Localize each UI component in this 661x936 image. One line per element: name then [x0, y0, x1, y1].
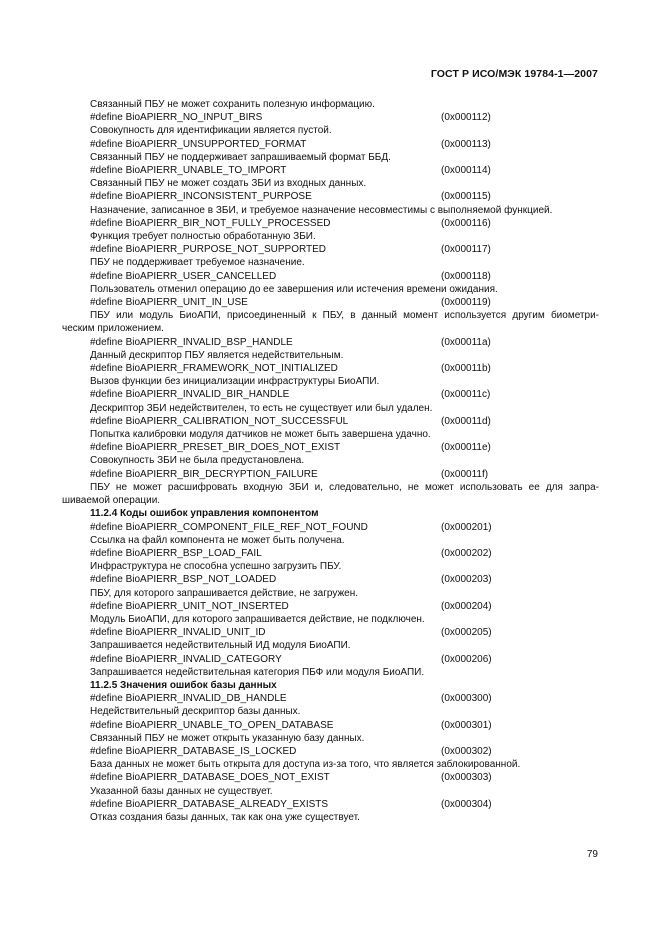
define-line [62, 600, 599, 613]
error-code: (0x000119) [441, 297, 491, 309]
define-line [62, 626, 599, 639]
error-code: (0x000300) [441, 693, 492, 705]
error-code: (0x000116) [441, 217, 491, 229]
define-line [62, 745, 599, 758]
error-code: (0x000303) [441, 772, 492, 784]
description-text: Попытка калибровки модуля датчиков не может быть завершена удачно. [90, 429, 431, 441]
description-text: Связанный ПБУ не может сохранить полезную информацию. [90, 99, 375, 110]
page-number: 79 [586, 849, 598, 860]
document-body [62, 98, 599, 824]
define-name: #define BioAPIERR_FRAMEWORK_NOT_INITIALIZED [90, 363, 338, 375]
description-text: Назначение, записанное в ЗБИ, и требуемое назначение несовместимы с выполняемой функцией. [90, 204, 553, 216]
define-name: #define BioAPIERR_UNABLE_TO_IMPORT [90, 165, 287, 177]
error-code: (0x000112) [441, 112, 491, 124]
description-text: ПБУ не может расшифровать входную ЗБИ и, следовательно, не может использовать ее для запра- [90, 481, 599, 493]
error-code: (0x00011a) [441, 336, 491, 348]
define-name: #define BioAPIERR_INVALID_BSP_HANDLE [90, 336, 293, 348]
error-code: (0x000301) [441, 719, 492, 731]
define-name: #define BioAPIERR_INVALID_BIR_HANDLE [90, 389, 290, 401]
description-text: ПБУ или модуль БиоАПИ, присоединенный к ПБУ, в данный момент используется другим биометри- [90, 310, 599, 322]
define-name: #define BioAPIERR_CALIBRATION_NOT_SUCCESSFUL [90, 415, 349, 427]
description-text: Инфраструктура не способна успешно загрузить ПБУ. [90, 561, 342, 573]
define-name: #define BioAPIERR_COMPONENT_FILE_REF_NOT_FOUND [90, 521, 368, 533]
define-line [62, 521, 599, 534]
define-name: #define BioAPIERR_BSP_NOT_LOADED [90, 574, 277, 586]
define-line [62, 243, 599, 256]
define-line [62, 138, 599, 151]
error-code: (0x000205) [441, 627, 492, 639]
define-line [62, 217, 599, 230]
description-text: ПБУ, для которого запрашивается действие, не загружен. [90, 587, 359, 599]
define-name: #define BioAPIERR_INVALID_CATEGORY [90, 653, 282, 665]
define-line [62, 415, 599, 428]
error-code: (0x000115) [441, 191, 491, 203]
define-line [62, 190, 599, 203]
description-text: Дескриптор ЗБИ недействителен, то есть не существует или был удален. [90, 402, 433, 414]
description-text: Связанный ПБУ не может открыть указанную базу данных. [90, 732, 365, 744]
error-code: (0x000202) [441, 547, 492, 559]
page-header: ГОСТ Р ИСО/МЭК 19784-1—2007 [430, 68, 598, 80]
error-code: (0x000201) [441, 521, 492, 533]
description-text: Связанный ПБУ не может создать ЗБИ из входных данных. [90, 178, 367, 190]
error-code: (0x000302) [441, 745, 492, 757]
description-text-continued: шиваемой операции. [62, 495, 161, 507]
description-text: Вызов функции без инициализации инфраструктуры БиоАПИ. [90, 376, 380, 388]
define-name: #define BioAPIERR_BIR_NOT_FULLY_PROCESSED [90, 217, 331, 229]
description-text: Модуль БиоАПИ, для которого запрашивается действие, не подключен. [90, 613, 425, 625]
error-code: (0x00011d) [441, 415, 491, 427]
error-code: (0x00011b) [441, 363, 491, 375]
error-code: (0x000113) [441, 138, 491, 150]
define-name: #define BioAPIERR_INCONSISTENT_PURPOSE [90, 191, 312, 203]
define-name: #define BioAPIERR_BSP_LOAD_FAIL [90, 547, 262, 559]
error-code: (0x00011e) [441, 442, 491, 454]
description-text: Данный дескриптор ПБУ является недействительным. [90, 349, 344, 361]
description-text-continued: ческим приложением. [62, 323, 164, 335]
define-name: #define BioAPIERR_PRESET_BIR_DOES_NOT_EXIST [90, 442, 341, 454]
description-text: Указанной базы данных не существует. [90, 785, 273, 797]
define-line [62, 441, 599, 454]
define-line [62, 798, 599, 811]
description-text: Пользователь отменил операцию до ее завершения или истечения времени ожидания. [90, 283, 498, 295]
define-name: #define BioAPIERR_UNIT_IN_USE [90, 297, 248, 309]
description-text: Ссылка на файл компонента не может быть получена. [90, 534, 345, 546]
error-code: (0x00011f) [441, 468, 489, 480]
define-line [62, 468, 599, 481]
description-text: ПБУ не поддерживает требуемое назначение. [90, 257, 305, 269]
section-heading: 11.2.5 Значения ошибок базы данных [90, 679, 277, 691]
description-text: Совокупность для идентификации является пустой. [90, 125, 332, 137]
description-text: Совокупность ЗБИ не была предустановлена. [90, 455, 305, 467]
define-name: #define BioAPIERR_DATABASE_IS_LOCKED [90, 745, 297, 757]
define-name: #define BioAPIERR_DATABASE_ALREADY_EXISTS [90, 798, 329, 810]
description-text: Недействительный дескриптор базы данных. [90, 706, 301, 718]
define-name: #define BioAPIERR_PURPOSE_NOT_SUPPORTED [90, 244, 327, 256]
description-text: База данных не может быть открыта для доступа из-за того, что является заблокированной. [90, 759, 521, 771]
define-line [62, 573, 599, 586]
define-line [62, 719, 599, 732]
define-line [62, 388, 599, 401]
define-line [62, 111, 599, 124]
define-line [62, 547, 599, 560]
define-name: #define BioAPIERR_UNSUPPORTED_FORMAT [90, 138, 307, 150]
error-code: (0x000118) [441, 270, 491, 282]
error-code: (0x000203) [441, 574, 492, 586]
description-text: Запрашивается недействительная категория ПБФ или модуля БиоАПИ. [90, 666, 425, 678]
define-name: #define BioAPIERR_DATABASE_DOES_NOT_EXIST [90, 772, 330, 784]
error-code: (0x00011c) [441, 389, 491, 401]
error-code: (0x000204) [441, 600, 492, 612]
define-line [62, 692, 599, 705]
define-name: #define BioAPIERR_USER_CANCELLED [90, 270, 277, 282]
define-line [62, 336, 599, 349]
define-line [62, 164, 599, 177]
define-line [62, 362, 599, 375]
define-name: #define BioAPIERR_UNABLE_TO_OPEN_DATABASE [90, 719, 334, 731]
description-text: Функция требует полностью обработанную ЗБИ. [90, 231, 316, 243]
define-name: #define BioAPIERR_UNIT_NOT_INSERTED [90, 600, 289, 612]
error-code: (0x000206) [441, 653, 492, 665]
define-line [62, 653, 599, 666]
define-name: #define BioAPIERR_INVALID_UNIT_ID [90, 627, 266, 639]
define-name: #define BioAPIERR_INVALID_DB_HANDLE [90, 693, 287, 705]
define-line [62, 296, 599, 309]
description-text: Отказ создания базы данных, так как она уже существует. [90, 811, 360, 823]
define-name: #define BioAPIERR_NO_INPUT_BIRS [90, 112, 263, 124]
error-code: (0x000117) [441, 244, 491, 256]
error-code: (0x000304) [441, 798, 492, 810]
define-line [62, 771, 599, 784]
description-text: Запрашивается недействительный ИД модуля БиоАПИ. [90, 640, 351, 652]
error-code: (0x000114) [441, 165, 491, 177]
define-name: #define BioAPIERR_BIR_DECRYPTION_FAILURE [90, 468, 318, 480]
define-line [62, 270, 599, 283]
section-heading: 11.2.4 Коды ошибок управления компонентом [90, 508, 319, 520]
description-text: Связанный ПБУ не поддерживает запрашиваемый формат ББД. [90, 151, 391, 163]
